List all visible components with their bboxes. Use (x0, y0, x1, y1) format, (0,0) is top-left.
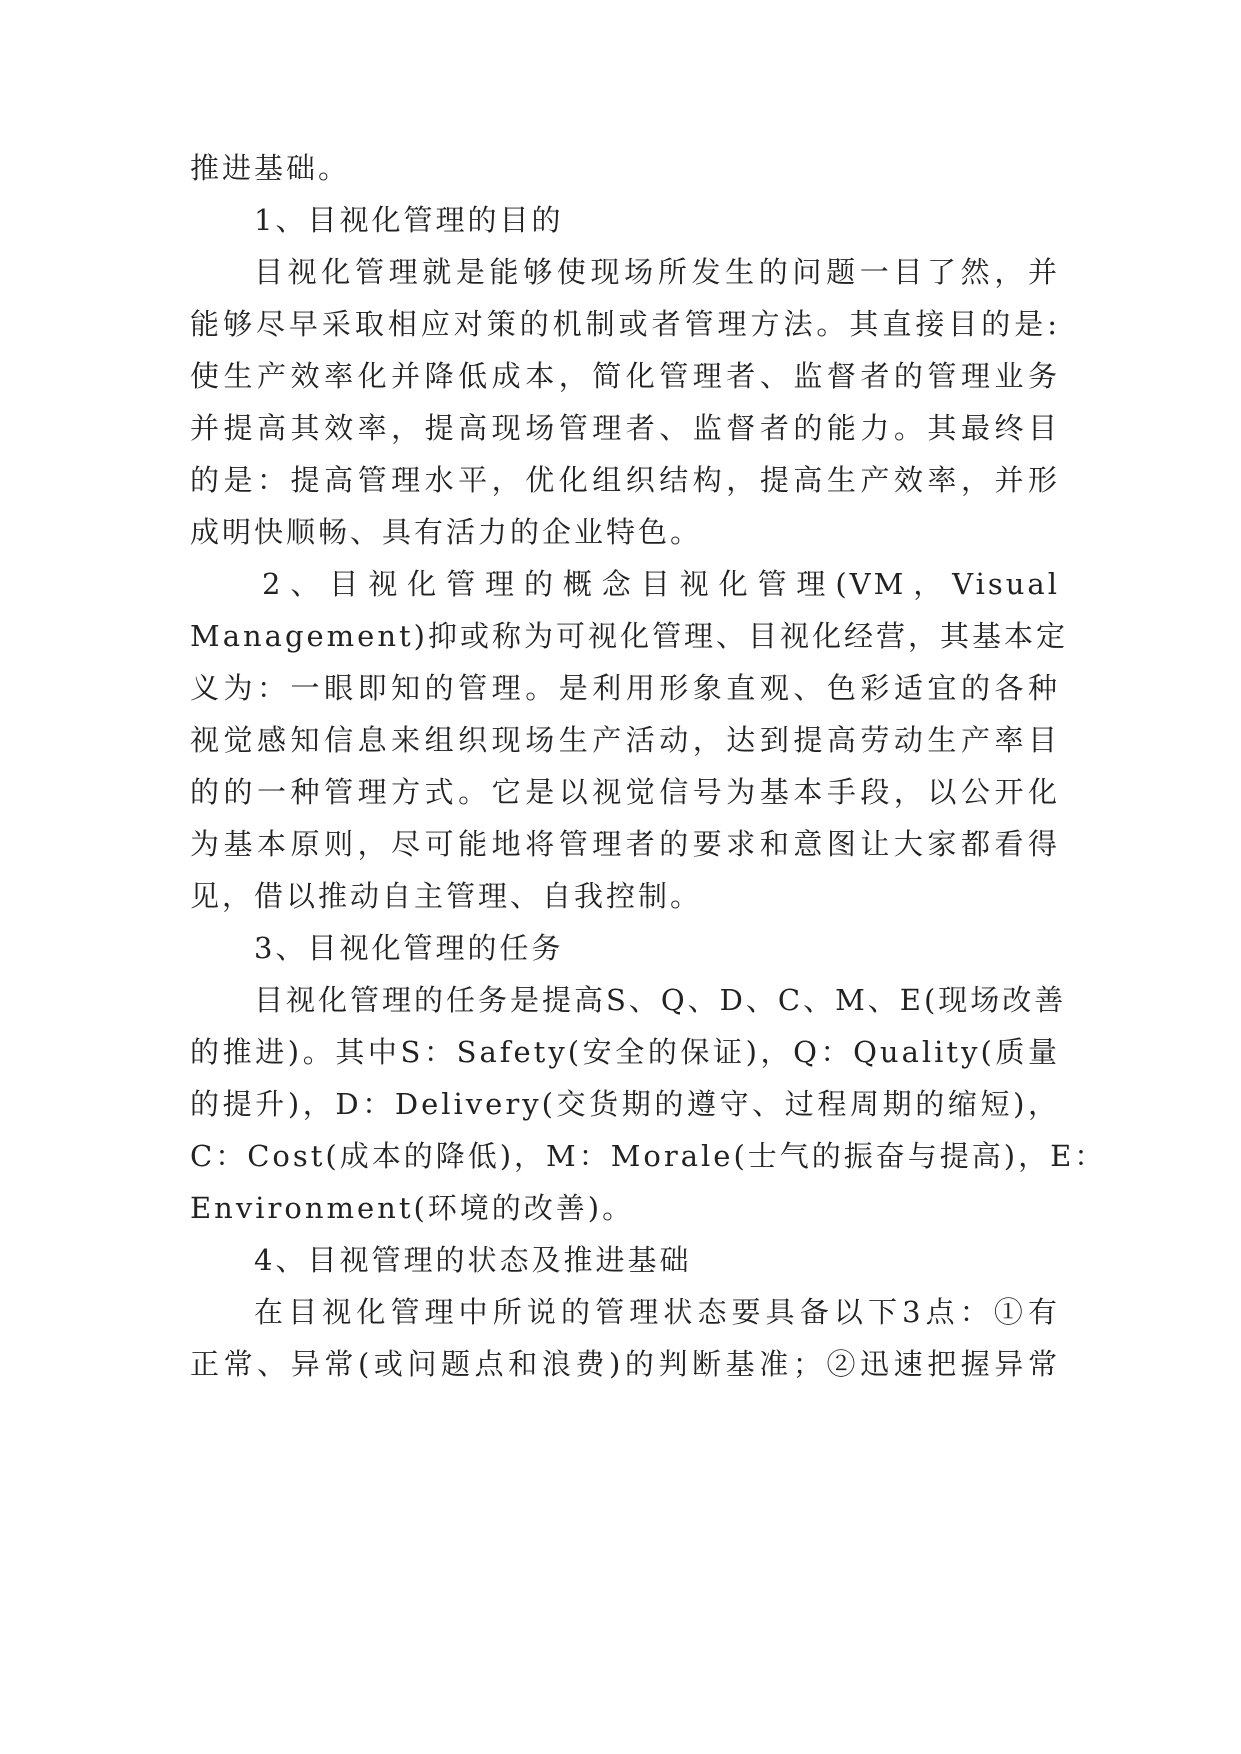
text-line: 的的一种管理方式。它是以视觉信号为基本手段，以公开化 (190, 775, 1060, 809)
text-line: 推进基础。 (190, 151, 351, 185)
text-line: 在目视化管理中所说的管理状态要具备以下3点：①有 (254, 1295, 1060, 1329)
text-line: 能够尽早采取相应对策的机制或者管理方法。其直接目的是: (190, 307, 1060, 341)
section-heading-2: 2、目视化管理的概念目视化管理(VM，Visual (262, 567, 1060, 601)
text-line: 成明快顺畅、具有活力的企业特色。 (190, 515, 703, 549)
section-heading-3: 3、目视化管理的任务 (254, 931, 564, 965)
section-heading-1: 1、目视化管理的目的 (254, 203, 564, 237)
text-line: 的是：提高管理水平，优化组织结构，提高生产效率，并形 (190, 463, 1060, 497)
text-line: 使生产效率化并降低成本，简化管理者、监督者的管理业务 (190, 359, 1060, 393)
text-line: 的推进)。其中S：Safety(安全的保证)，Q：Quality(质量 (190, 1035, 1060, 1069)
text-line: 目视化管理的任务是提高S、Q、D、C、M、E(现场改善 (254, 983, 1067, 1017)
text-line: 为基本原则，尽可能地将管理者的要求和意图让大家都看得 (190, 827, 1060, 861)
text-line: 并提高其效率，提高现场管理者、监督者的能力。其最终目 (190, 411, 1060, 445)
text-line: 目视化管理就是能够使现场所发生的问题一目了然，并 (254, 255, 1060, 289)
text-line: Management)抑或称为可视化管理、目视化经营，其基本定 (190, 619, 1068, 653)
text-line: 的提升)，D：Delivery(交货期的遵守、过程周期的缩短)， (190, 1087, 1060, 1121)
document-page (190, 0, 1107, 1754)
text-line: C：Cost(成本的降低)，M：Morale(士气的振奋与提高)，E： (190, 1139, 1107, 1173)
text-line: Environment(环境的改善)。 (190, 1191, 635, 1225)
text-line: 视觉感知信息来组织现场生产活动，达到提高劳动生产率目 (190, 723, 1060, 757)
text-line: 义为：一眼即知的管理。是利用形象直观、色彩适宜的各种 (190, 671, 1060, 705)
text-line: 见，借以推动自主管理、自我控制。 (190, 879, 703, 913)
section-heading-4: 4、目视管理的状态及推进基础 (254, 1243, 692, 1277)
text-line: 正常、异常(或问题点和浪费)的判断基准；②迅速把握异常 (190, 1347, 1060, 1381)
